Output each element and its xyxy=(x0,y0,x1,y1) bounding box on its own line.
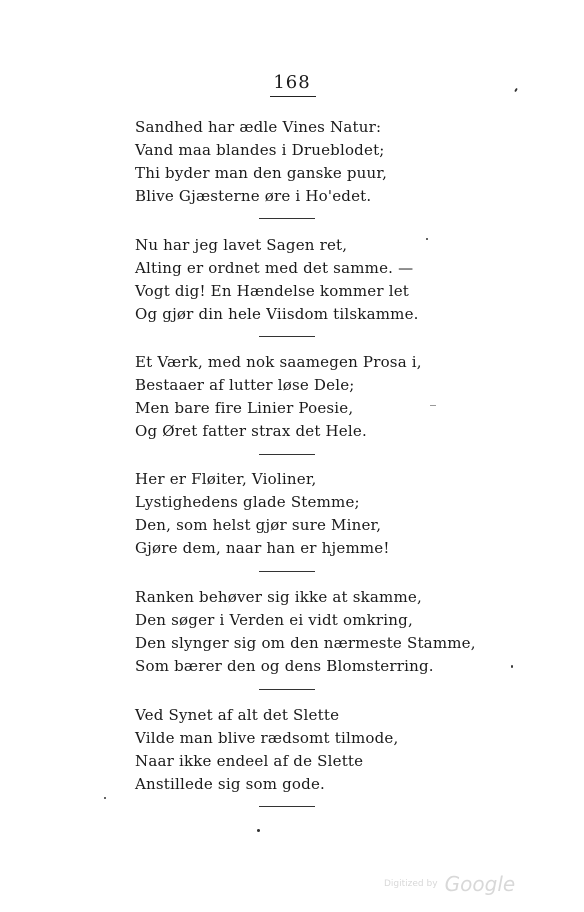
stanza-divider xyxy=(259,806,315,807)
verse-line: Sandhed har ædle Vines Natur: xyxy=(135,118,382,136)
verse-line: Og Øret fatter strax det Hele. xyxy=(135,422,367,440)
verse-line: Vilde man blive rædsomt tilmode, xyxy=(135,729,399,747)
verse-line: Som bærer den og dens Blomsterring. xyxy=(135,657,434,675)
stanza-divider xyxy=(259,571,315,572)
watermark-brand: Google xyxy=(444,872,516,896)
verse-line: Her er Fløiter, Violiner, xyxy=(135,470,317,488)
verse-line: Blive Gjæsterne øre i Ho'edet. xyxy=(135,187,372,205)
verse-line: Thi byder man den ganske puur, xyxy=(135,164,388,182)
verse-line: Bestaaer af lutter løse Dele; xyxy=(135,376,355,394)
verse-line: Gjøre dem, naar han er hjemme! xyxy=(135,539,390,557)
ink-speck xyxy=(511,665,513,668)
verse-line: Et Værk, med nok saamegen Prosa i, xyxy=(135,353,422,371)
verse-line: Vogt dig! En Hændelse kommer let xyxy=(135,282,410,300)
stanza xyxy=(135,468,435,560)
stanza xyxy=(135,704,435,796)
stanza-divider xyxy=(259,336,315,337)
stanza xyxy=(135,351,435,443)
verse-line: Alting er ordnet med det samme. — xyxy=(135,259,414,277)
verse-line: Vand maa blandes i Drueblodet; xyxy=(135,141,385,159)
verse-line: Den slynger sig om den nærmeste Stamme, xyxy=(135,634,476,652)
stanza-divider xyxy=(259,689,315,690)
verse-line: Naar ikke endeel af de Slette xyxy=(135,752,364,770)
stanza xyxy=(135,234,435,326)
verse-line: Nu har jeg lavet Sagen ret, xyxy=(135,236,348,254)
stanza-divider xyxy=(259,454,315,455)
stanza xyxy=(135,586,476,678)
verse-line: Ved Synet af alt det Slette xyxy=(135,706,340,724)
verse-line: Men bare fire Linier Poesie, xyxy=(135,399,354,417)
verse-line: Ranken behøver sig ikke at skamme, xyxy=(135,588,422,606)
ink-speck xyxy=(426,238,428,240)
ink-speck xyxy=(514,88,518,92)
verse-line: Lystighedens glade Stemme; xyxy=(135,493,360,511)
page-number: 168 xyxy=(273,72,311,93)
ink-speck xyxy=(430,405,436,406)
verse-line: Den søger i Verden ei vidt omkring, xyxy=(135,611,413,629)
google-watermark xyxy=(384,872,515,896)
verse-line: Den, som helst gjør sure Miner, xyxy=(135,516,382,534)
verse-line: Og gjør din hele Viisdom tilskamme. xyxy=(135,305,419,323)
ink-speck xyxy=(257,829,260,832)
watermark-prefix: Digitized by xyxy=(384,879,438,889)
page-number-rule xyxy=(270,96,316,97)
verse-line: Anstillede sig som gode. xyxy=(135,775,326,793)
stanza-divider xyxy=(259,218,315,219)
ink-speck xyxy=(104,797,106,799)
stanza xyxy=(135,116,435,208)
